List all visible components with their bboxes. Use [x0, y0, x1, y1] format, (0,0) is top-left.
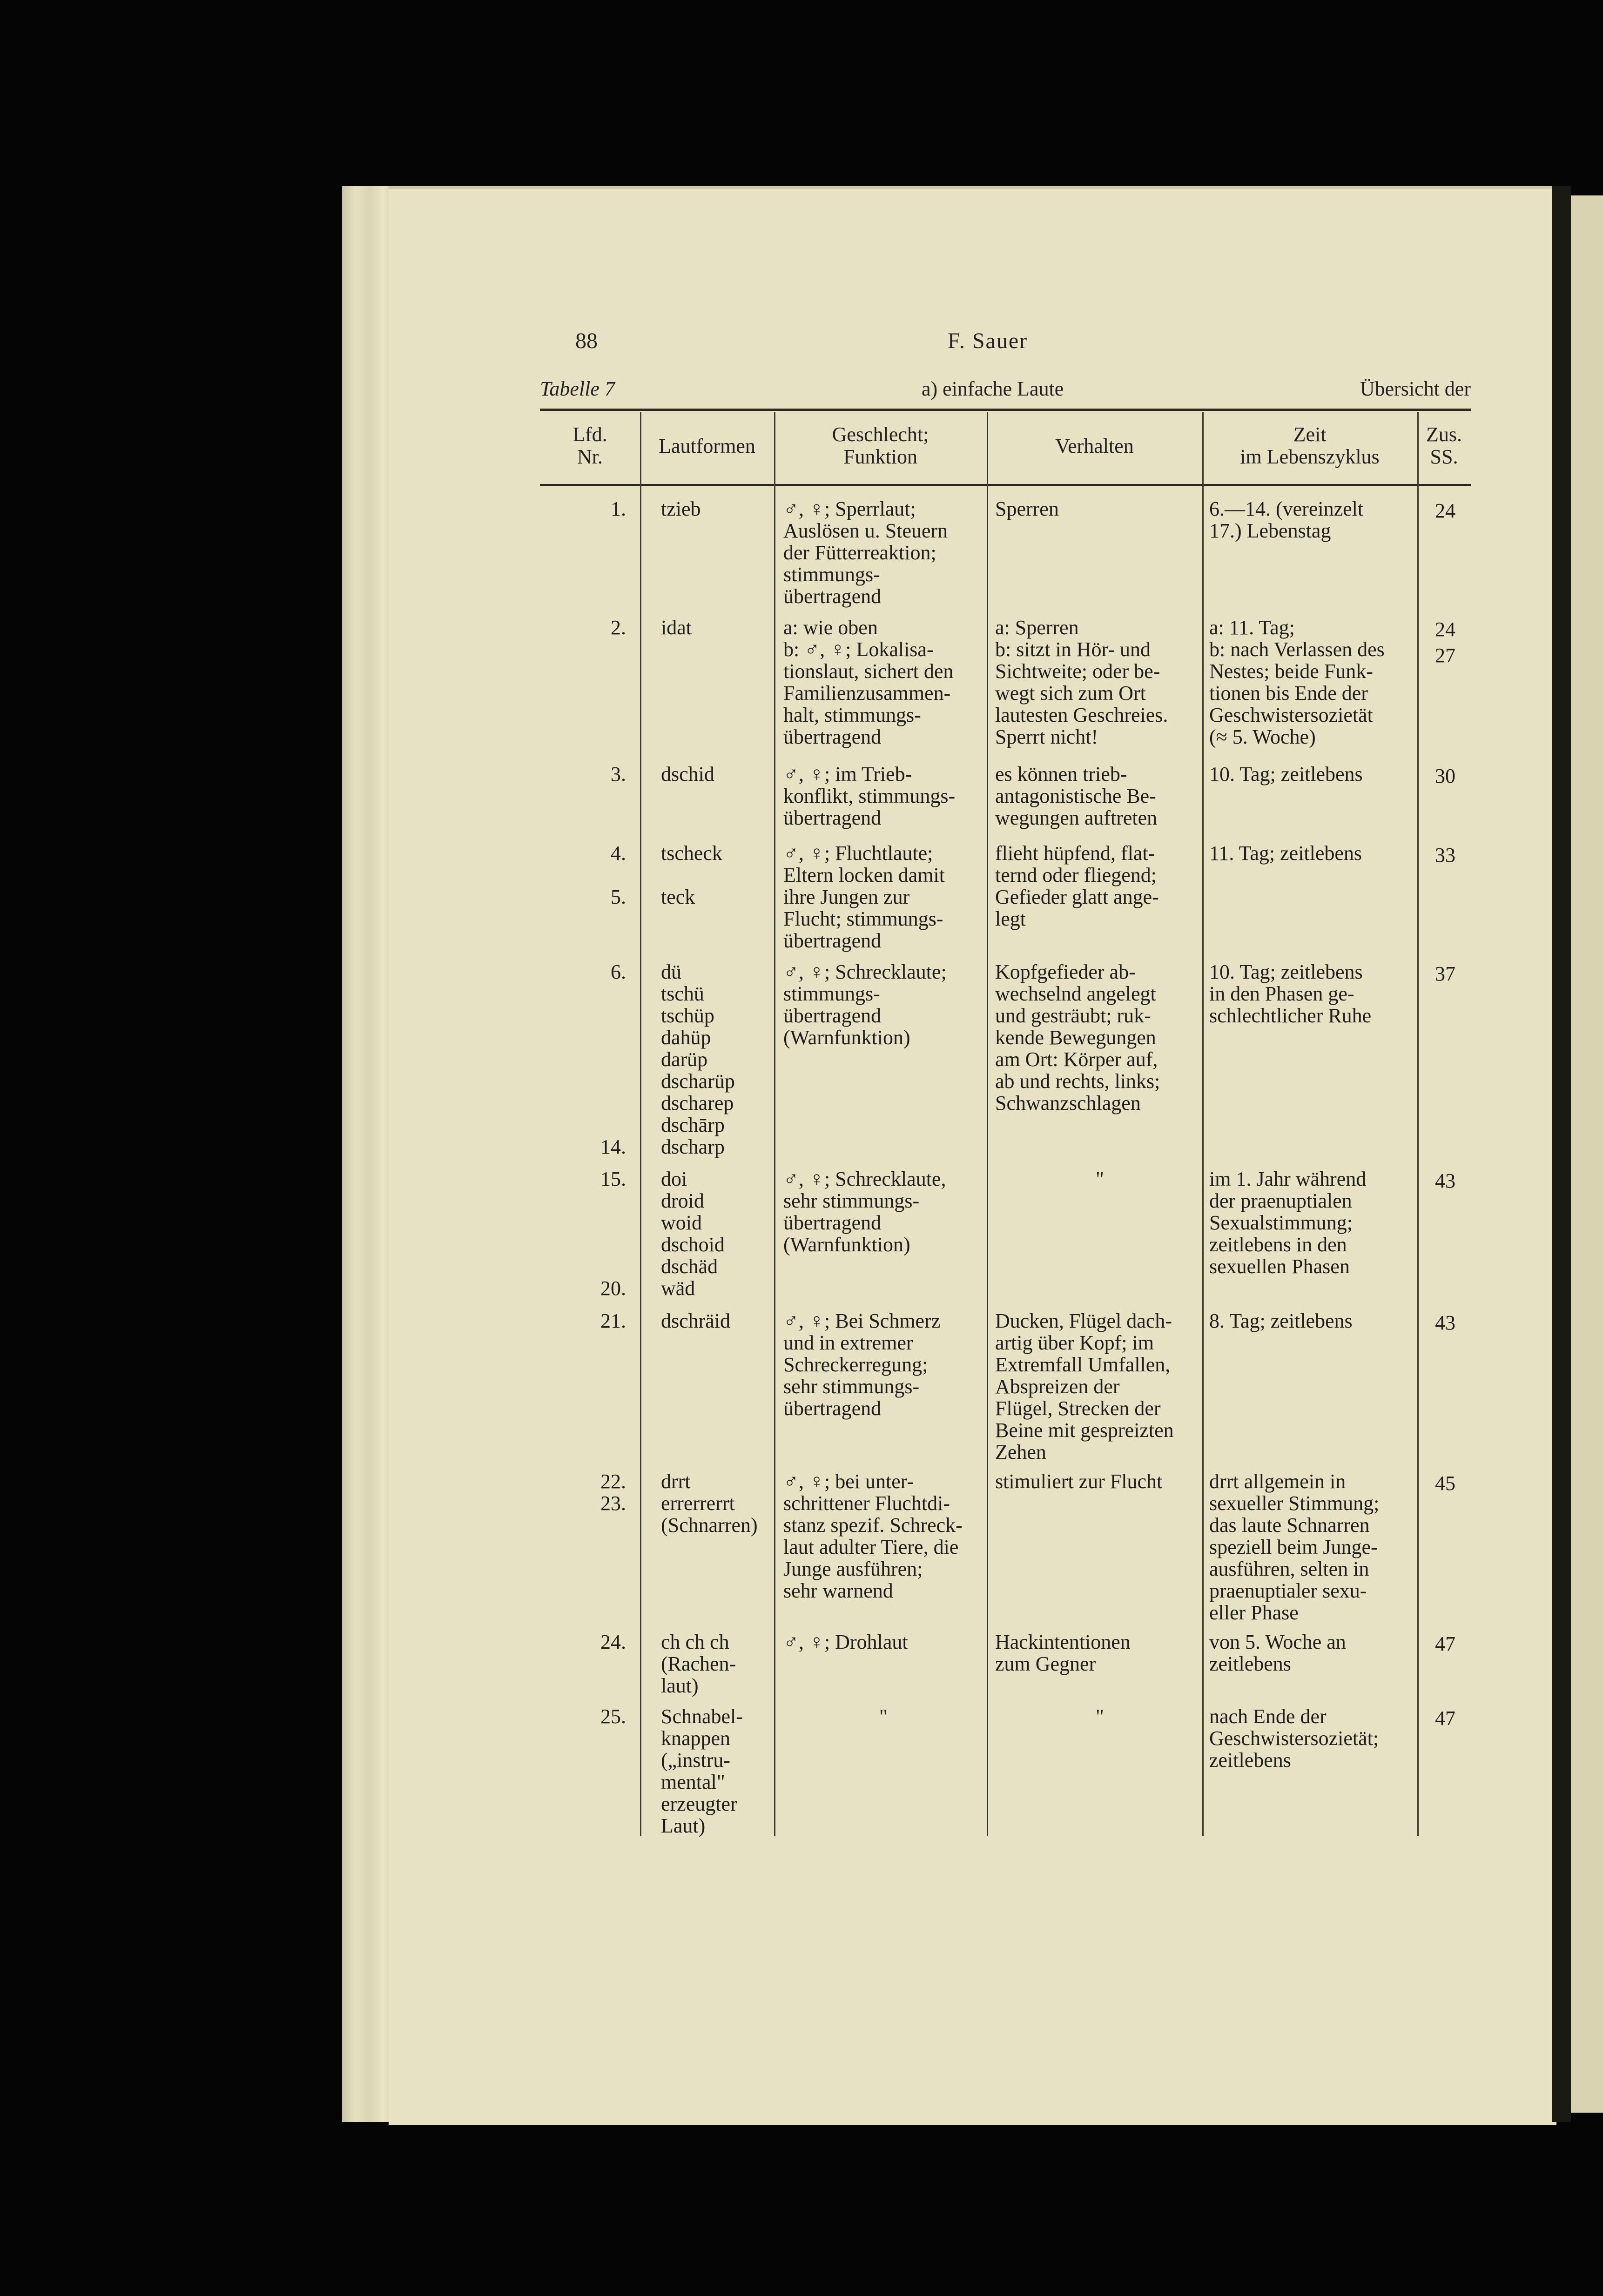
table-cell-verhalten: Hackintentionen zum Gegner [995, 1631, 1131, 1675]
table-cell-funktion: ♂, ♀; Schrecklaute, sehr stimmungs- übertragend (Warnfunktion) [783, 1168, 946, 1256]
page-header [575, 328, 1483, 361]
table-cell-nr: 3. [611, 763, 626, 785]
table-cell-verhalten: Ducken, Flügel dach- artig über Kopf; im Extremfall Umfallen, Abspreizen der Flügel, Strecken der Beine mit gespreizten Zehen [995, 1309, 1174, 1464]
table-cell-laut: tscheck teck [661, 842, 722, 908]
table-cell-verhalten: Sperren [995, 497, 1059, 520]
table-cell-verhalten: Kopfgefieder ab- wechselnd angelegt und gesträubt; ruk- kende Bewegungen am Ort: Körper auf, ab und rechts, links; Schwanzschlagen [995, 960, 1160, 1114]
table-cell-zeit: von 5. Woche an zeitlebens [1209, 1631, 1346, 1675]
table-caption [540, 377, 1471, 405]
running-head: F. Sauer [948, 329, 1028, 353]
table-cell-laut: ch ch ch (Rachen- laut) [661, 1631, 736, 1697]
table-cell-verhalten: " [1096, 1705, 1104, 1728]
table-continuation: Übersicht der [1360, 377, 1471, 400]
table-cell-zeit: 10. Tag; zeitlebens in den Phasen ge- schlechtlicher Ruhe [1209, 960, 1372, 1027]
table-cell-zeit: 11. Tag; zeitlebens [1209, 842, 1362, 865]
table-cell-zeit: im 1. Jahr während der praenuptialen Sexualstimmung; zeitlebens in den sexuellen Phasen [1209, 1168, 1367, 1278]
table-cell-funktion: a: wie oben b: ♂, ♀; Lokalisa- tionslaut, sichert den Familienzusammen- halt, stimmungs- übertragend [783, 616, 954, 748]
table-cell-laut: doi droid woid dschoid dschäd wäd [661, 1168, 725, 1300]
table-cell-ss: 33 [1435, 844, 1455, 866]
column-rule [774, 412, 775, 1836]
table-top-rule [540, 409, 1471, 411]
table-cell-verhalten: stimuliert zur Flucht [995, 1470, 1163, 1493]
table-cell-verhalten: es können trieb- antagonistische Be- wegungen auftreten [995, 763, 1158, 829]
table-cell-zeit: 8. Tag; zeitlebens [1209, 1309, 1353, 1332]
table-cell-zeit: a: 11. Tag; b: nach Verlassen des Nestes; beide Funk- tionen bis Ende der Geschwistersozietät (≈ 5. Woche) [1209, 616, 1385, 748]
table-cell-ss: 47 [1435, 1632, 1455, 1655]
table-cell-nr: 1. [611, 497, 626, 520]
table-cell-laut: drrt errerrerrt (Schnarren) [661, 1470, 758, 1537]
header-rule [540, 484, 1471, 486]
table-cell-laut: dschid [661, 763, 714, 785]
table-cell-ss: 45 [1435, 1472, 1455, 1495]
page-number: 88 [575, 329, 598, 353]
table-cell-verhalten: a: Sperren b: sitzt in Hör- und Sichtweite; oder be- wegt sich zum Ort lautesten Geschreies. Sperrt nicht! [995, 616, 1168, 748]
book [342, 186, 1603, 2122]
table-cell-nr: 6. 14. [600, 960, 626, 1158]
table-cell-zeit: 10. Tag; zeitlebens [1209, 763, 1363, 785]
column-rule [640, 412, 641, 1836]
table-cell-nr: 24. [600, 1631, 626, 1653]
table-cell-nr: 4. 5. [611, 842, 626, 908]
header-verhalten: Verhalten [1055, 435, 1134, 457]
table-cell-laut: idat [661, 616, 692, 639]
header-ss: Zus. SS. [1426, 423, 1462, 468]
table-cell-nr: 2. [611, 616, 626, 639]
table-cell-nr: 25. [600, 1705, 626, 1728]
table-cell-nr: 22. 23. [600, 1470, 626, 1515]
page-edge [342, 186, 393, 2122]
table-cell-zeit: nach Ende der Geschwistersozietät; zeitlebens [1209, 1705, 1379, 1772]
table-cell-nr: 21. [600, 1309, 626, 1332]
table-cell-zeit: 6.—14. (vereinzelt 17.) Lebenstag [1209, 497, 1364, 542]
table-cell-laut: Schnabel- knappen („instru- mental" erzeugter Laut) [661, 1705, 743, 1837]
table-cell-zeit: drrt allgemein in sexueller Stimmung; das laute Schnarren speziell beim Junge- ausführen, selten in praenuptialer sexu- eller Phase [1209, 1470, 1380, 1624]
table-cell-funktion: " [879, 1705, 888, 1728]
header-nr: Lfd. Nr. [572, 423, 607, 468]
table-cell-funktion: ♂, ♀; Sperrlaut; Auslösen u. Steuern der Fütterreaktion; stimmungs- übertragend [783, 497, 948, 608]
column-rule [1417, 412, 1419, 1836]
table-cell-ss: 24 [1435, 499, 1455, 522]
table-cell-ss: 30 [1435, 765, 1455, 787]
table-cell-laut: dü tschü tschüp dahüp darüp dscharüp dscharep dschārp dscharp [661, 960, 735, 1158]
table-cell-funktion: ♂, ♀; Fluchtlaute; Eltern locken damit ihre Jungen zur Flucht; stimmungs- übertragend [783, 842, 945, 952]
next-page-edge [1571, 195, 1603, 2113]
table-cell-funktion: ♂, ♀; bei unter- schrittener Fluchtdi- stanz spezif. Schreck- laut adulter Tiere, die Junge ausführen; sehr warnend [783, 1470, 963, 1602]
table-cell-laut: dschräid [661, 1309, 731, 1332]
table-cell-laut: tzieb [661, 497, 701, 520]
table-label: Tabelle 7 [540, 377, 615, 400]
table-cell-funktion: ♂, ♀; im Trieb- konflikt, stimmungs- übertragend [783, 763, 956, 829]
table-cell-verhalten: flieht hüpfend, flat- ternd oder fliegend; Gefieder glatt ange- legt [995, 842, 1159, 930]
table-cell-ss: 37 [1435, 962, 1455, 985]
table-cell-ss: 47 [1435, 1707, 1455, 1730]
gutter [1552, 186, 1571, 2122]
table-cell-verhalten: " [1096, 1168, 1104, 1190]
column-rule [987, 412, 988, 1836]
header-funktion: Geschlecht; Funktion [832, 423, 929, 468]
table-cell-funktion: ♂, ♀; Bei Schmerz und in extremer Schreckerregung; sehr stimmungs- übertragend [783, 1309, 941, 1420]
table-cell-ss: 24 27 [1435, 618, 1455, 667]
header-zeit: Zeit im Lebenszyklus [1240, 423, 1380, 468]
header-lautformen: Lautformen [659, 435, 755, 457]
table-cell-funktion: ♂, ♀; Schrecklaute; stimmungs- übertragend (Warnfunktion) [783, 960, 947, 1049]
table-title: a) einfache Laute [922, 377, 1064, 400]
table-cell-ss: 43 [1435, 1311, 1455, 1334]
table-cell-nr: 15. 20. [600, 1168, 626, 1300]
table-cell-ss: 43 [1435, 1169, 1455, 1192]
table-cell-funktion: ♂, ♀; Drohlaut [783, 1631, 908, 1653]
